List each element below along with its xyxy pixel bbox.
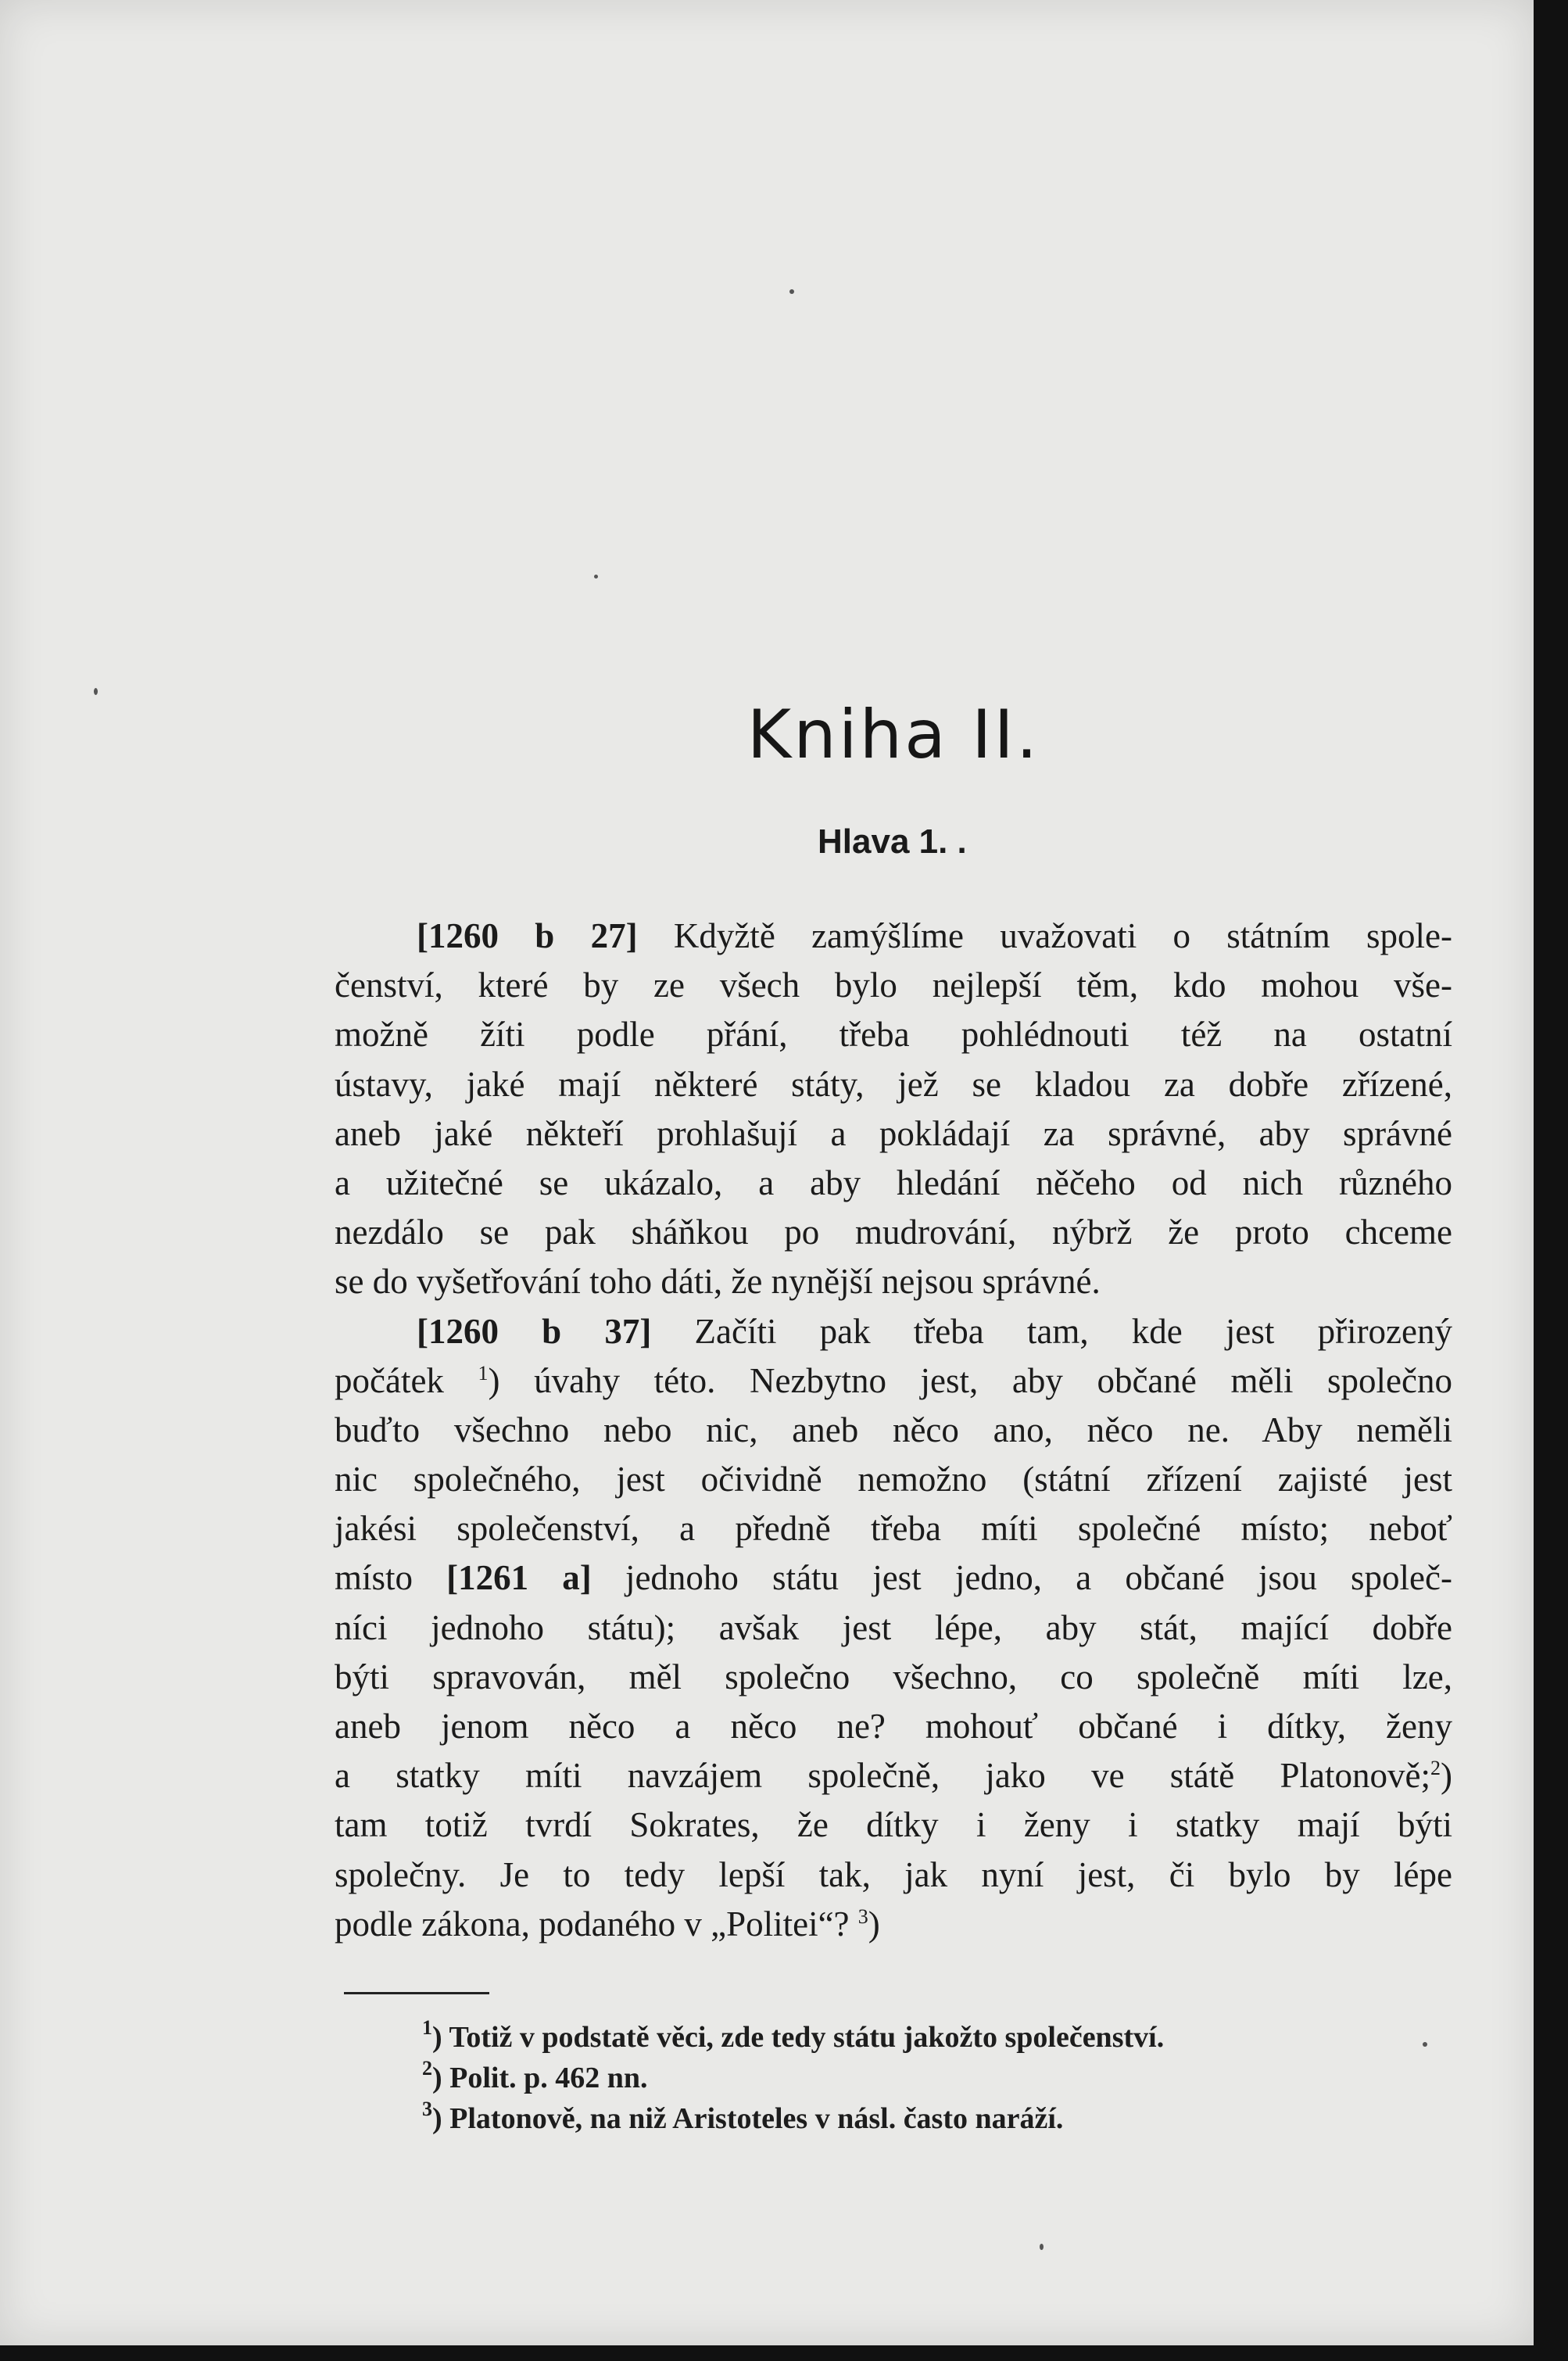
footnote-marker: 3 <box>857 1904 868 1928</box>
body-text <box>335 912 1452 1949</box>
text-line: nic společného, jest očividně nemožno (státní zřízení zajisté jest <box>335 1460 1452 1499</box>
text-line: aneb jenom něco a něco ne? mohouť občané i dítky, ženy <box>335 1707 1452 1746</box>
paragraph <box>335 1307 1452 1949</box>
scan-speck <box>1040 2244 1044 2250</box>
text-line: [1260 b 37] Začíti pak třeba tam, kde jest přirozený <box>417 1311 1452 1351</box>
scan-border-right <box>1534 0 1568 2361</box>
footnote: $^1$) Totiž v podstatě věci, zde tedy státu jakožto společenství. <box>422 2016 1165 2054</box>
text-line: společny. Je to tedy lepší tak, jak nyní jest, či bylo by lépe <box>335 1854 1452 1894</box>
reference-marker: [1260 b 37] <box>417 1311 652 1351</box>
text-line: nezdálo se pak sháňkou po mudrování, nýbrž že proto chceme <box>335 1213 1452 1252</box>
text-line: čenství, které by ze všech bylo nejlepší těm, kdo mohou vše- <box>335 966 1452 1005</box>
footnote: $^3$) Platonově, na niž Aristoteles v násl. často naráží. <box>422 2098 1064 2135</box>
text-line: se do vyšetřování toho dáti, že nynější nejsou správné. <box>335 1262 1101 1302</box>
text-line: a užitečné se ukázalo, a aby hledání něčeho od nich různého <box>335 1163 1452 1202</box>
chapter-title: Hlava 1. . <box>818 822 967 861</box>
scan-speck <box>1423 2042 1427 2047</box>
book-title: Kniha II. <box>746 696 1040 774</box>
text-line: ústavy, jaké mají některé státy, jež se kladou za dobře zřízené, <box>335 1064 1452 1104</box>
footnote-separator <box>344 1992 489 1994</box>
text-line: podle zákona, podaného v „Politei“? $^3$) <box>335 1904 880 1944</box>
paragraph <box>335 912 1452 1307</box>
text-line: [1260 b 27] Kdyžtě zamýšlíme uvažovati o státním spole- <box>417 916 1453 955</box>
footnote-marker: 1 <box>478 1361 489 1385</box>
scan-speck <box>789 289 794 294</box>
text-line: počátek $^1$) úvahy této. Nezbytno jest, aby občané měli společno <box>335 1360 1453 1400</box>
text-line: býti spravován, měl společno všechno, co společně míti lze, <box>335 1657 1452 1696</box>
scan-speck <box>94 688 98 695</box>
reference-marker: [1260 b 27] <box>417 916 638 955</box>
text-line: aneb jaké někteří prohlašují a pokládají za správné, aby správné <box>335 1113 1452 1153</box>
scan-speck <box>594 575 598 579</box>
text-line: jakési společenství, a předně třeba míti společné místo; neboť <box>335 1509 1452 1549</box>
text-line: možně žíti podle přání, třeba pohlédnouti též na ostatní <box>335 1015 1452 1055</box>
text-line: níci jednoho státu); avšak jest lépe, aby stát, mající dobře <box>335 1607 1452 1647</box>
text-line: tam totiž tvrdí Sokrates, že dítky i ženy i statky mají býti <box>335 1805 1452 1845</box>
footnote-marker: 2 <box>1430 1757 1441 1780</box>
footnotes <box>422 2017 1438 2139</box>
footnote: $^2$) Polit. p. 462 nn. <box>422 2057 648 2094</box>
text-line: buďto všechno nebo nic, aneb něco ano, něco ne. Aby neměli <box>335 1410 1452 1449</box>
text-line: a statky míti navzájem společně, jako ve státě Platonově;$^2$) <box>335 1756 1452 1796</box>
text-line: místo [1261 a] jednoho státu jest jedno, a občané jsou společ- <box>335 1558 1452 1598</box>
reference-marker: [1261 a] <box>446 1558 592 1598</box>
scan-border-bottom <box>0 2345 1534 2361</box>
